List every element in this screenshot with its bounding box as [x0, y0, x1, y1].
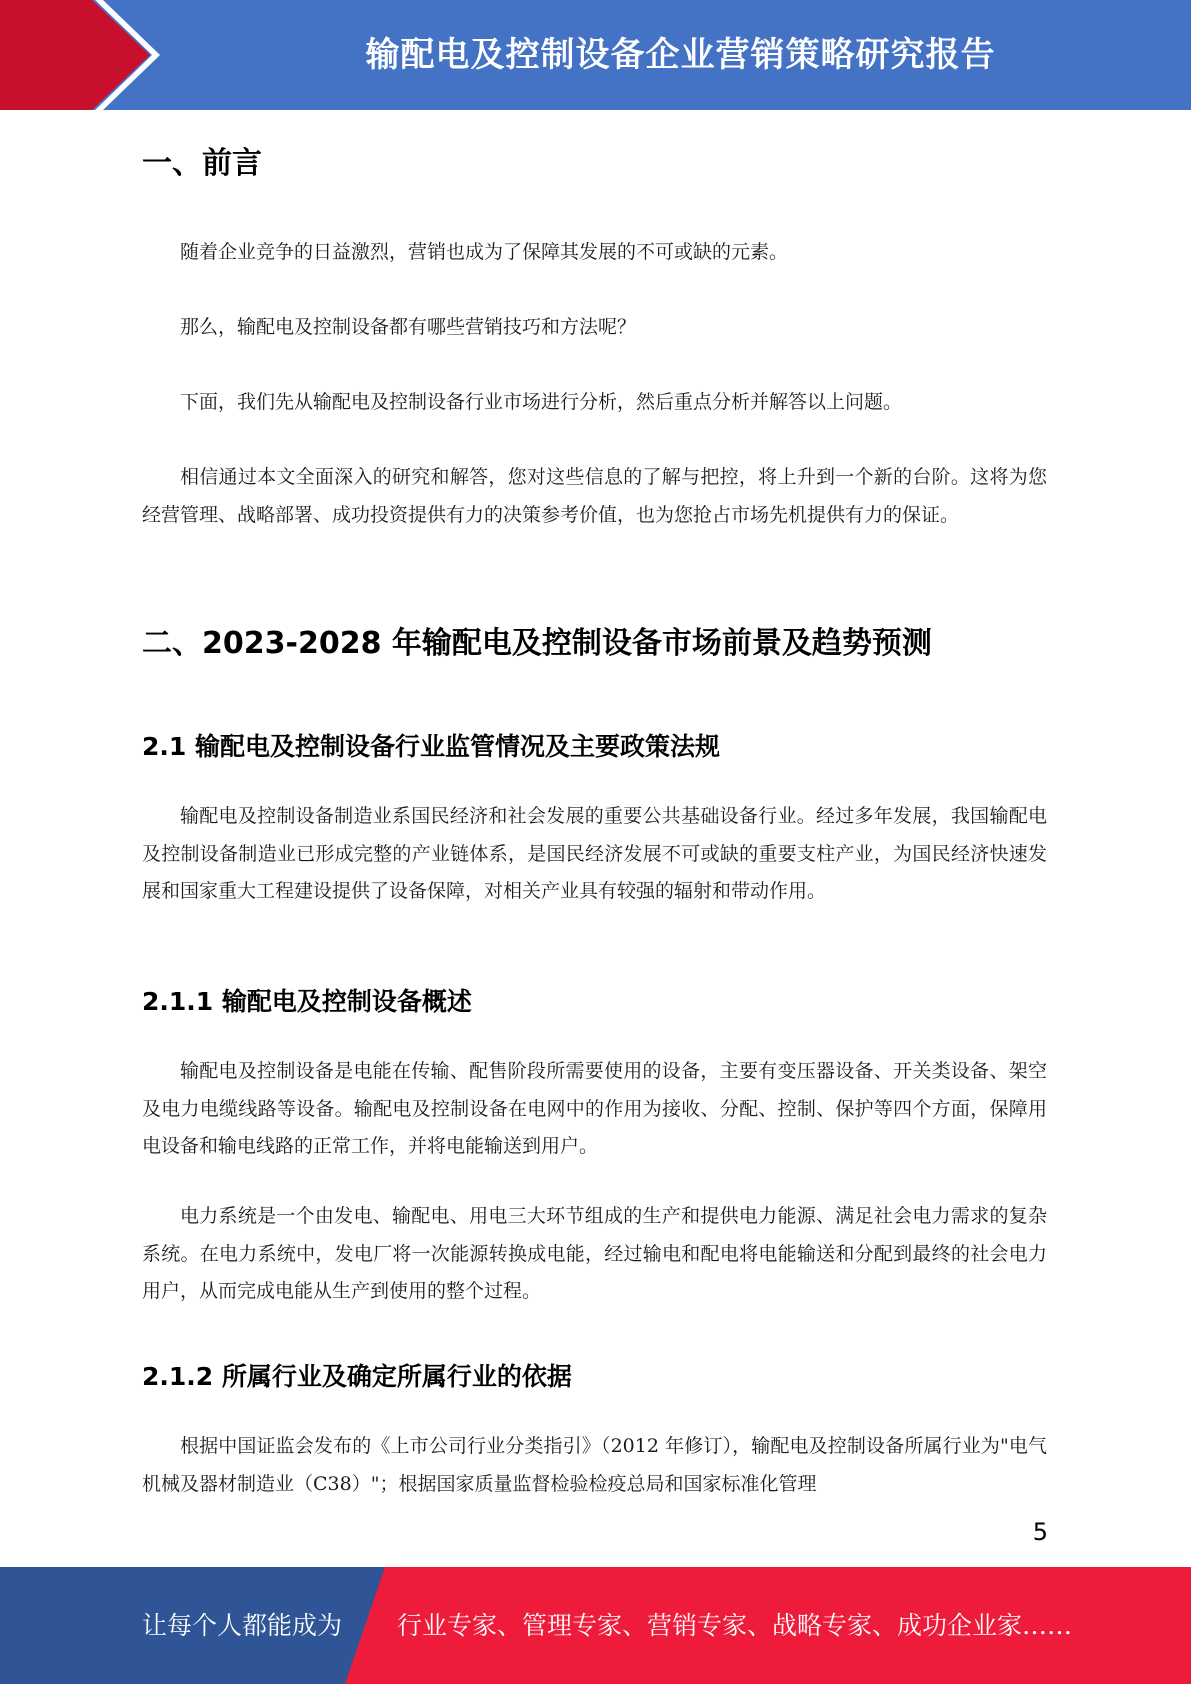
preface-paragraph-4: 相信通过本文全面深入的研究和解答，您对这些信息的了解与把控，将上升到一个新的台阶。这将为您经营管理、战略部署、成功投资提供有力的决策参考价值，也为您抢占市场先机提供有力的保证。 — [142, 466, 1047, 526]
preface-paragraph-2: 那么，输配电及控制设备都有哪些营销技巧和方法呢？ — [180, 316, 637, 338]
heading-preface: 一、前言 — [142, 146, 262, 181]
page-number: 5 — [1032, 1518, 1048, 1546]
preface-paragraph-3: 下面，我们先从输配电及控制设备行业市场进行分析，然后重点分析并解答以上问题。 — [180, 391, 903, 413]
section-2-1-1-paragraph-2: 电力系统是一个由发电、输配电、用电三大环节组成的生产和提供电力能源、满足社会电力需求的复杂系统。在电力系统中，发电厂将一次能源转换成电能，经过输电和配电将电能输送和分配到最终的社会电力用户，从而完成电能从生产到使用的整个过程。 — [142, 1205, 1047, 1302]
heading-2-1-1: 2.1.1 输配电及控制设备概述 — [142, 987, 472, 1016]
footer-slogan-right: 行业专家、管理专家、营销专家、战略专家、成功企业家…… — [397, 1611, 1073, 1640]
footer-band — [0, 1567, 1191, 1684]
heading-2-1-2: 2.1.2 所属行业及确定所属行业的依据 — [142, 1362, 572, 1391]
report-title: 输配电及控制设备企业营销策略研究报告 — [365, 35, 996, 75]
section-2-1-2-paragraph: 根据中国证监会发布的《上市公司行业分类指引》（2012 年修订），输配电及控制设备所属行业为"电气机械及器材制造业（C38）"；根据国家质量监督检验检疫总局和国家标准化管理 — [142, 1435, 1047, 1495]
section-2-1-paragraph: 输配电及控制设备制造业系国民经济和社会发展的重要公共基础设备行业。经过多年发展，我国输配电及控制设备制造业已形成完整的产业链体系，是国民经济发展不可或缺的重要支柱产业，为国民经济快速发展和国家重大工程建设提供了设备保障，对相关产业具有较强的辐射和带动作用。 — [142, 805, 1047, 902]
preface-paragraph-1: 随着企业竞争的日益激烈，营销也成为了保障其发展的不可或缺的元素。 — [180, 241, 789, 263]
footer-slogan-left: 让每个人都能成为 — [142, 1611, 343, 1640]
heading-forecast: 二、2023-2028 年输配电及控制设备市场前景及趋势预测 — [142, 626, 932, 661]
section-2-1-1-paragraph-1: 输配电及控制设备是电能在传输、配售阶段所需要使用的设备，主要有变压器设备、开关类设备、架空及电力电缆线路等设备。输配电及控制设备在电网中的作用为接收、分配、控制、保护等四个方面，保障用电设备和输电线路的正常工作，并将电能输送到用户。 — [142, 1060, 1047, 1157]
header-band — [0, 0, 1191, 110]
heading-2-1: 2.1 输配电及控制设备行业监管情况及主要政策法规 — [142, 732, 720, 761]
header-red-arrow — [0, 0, 150, 110]
